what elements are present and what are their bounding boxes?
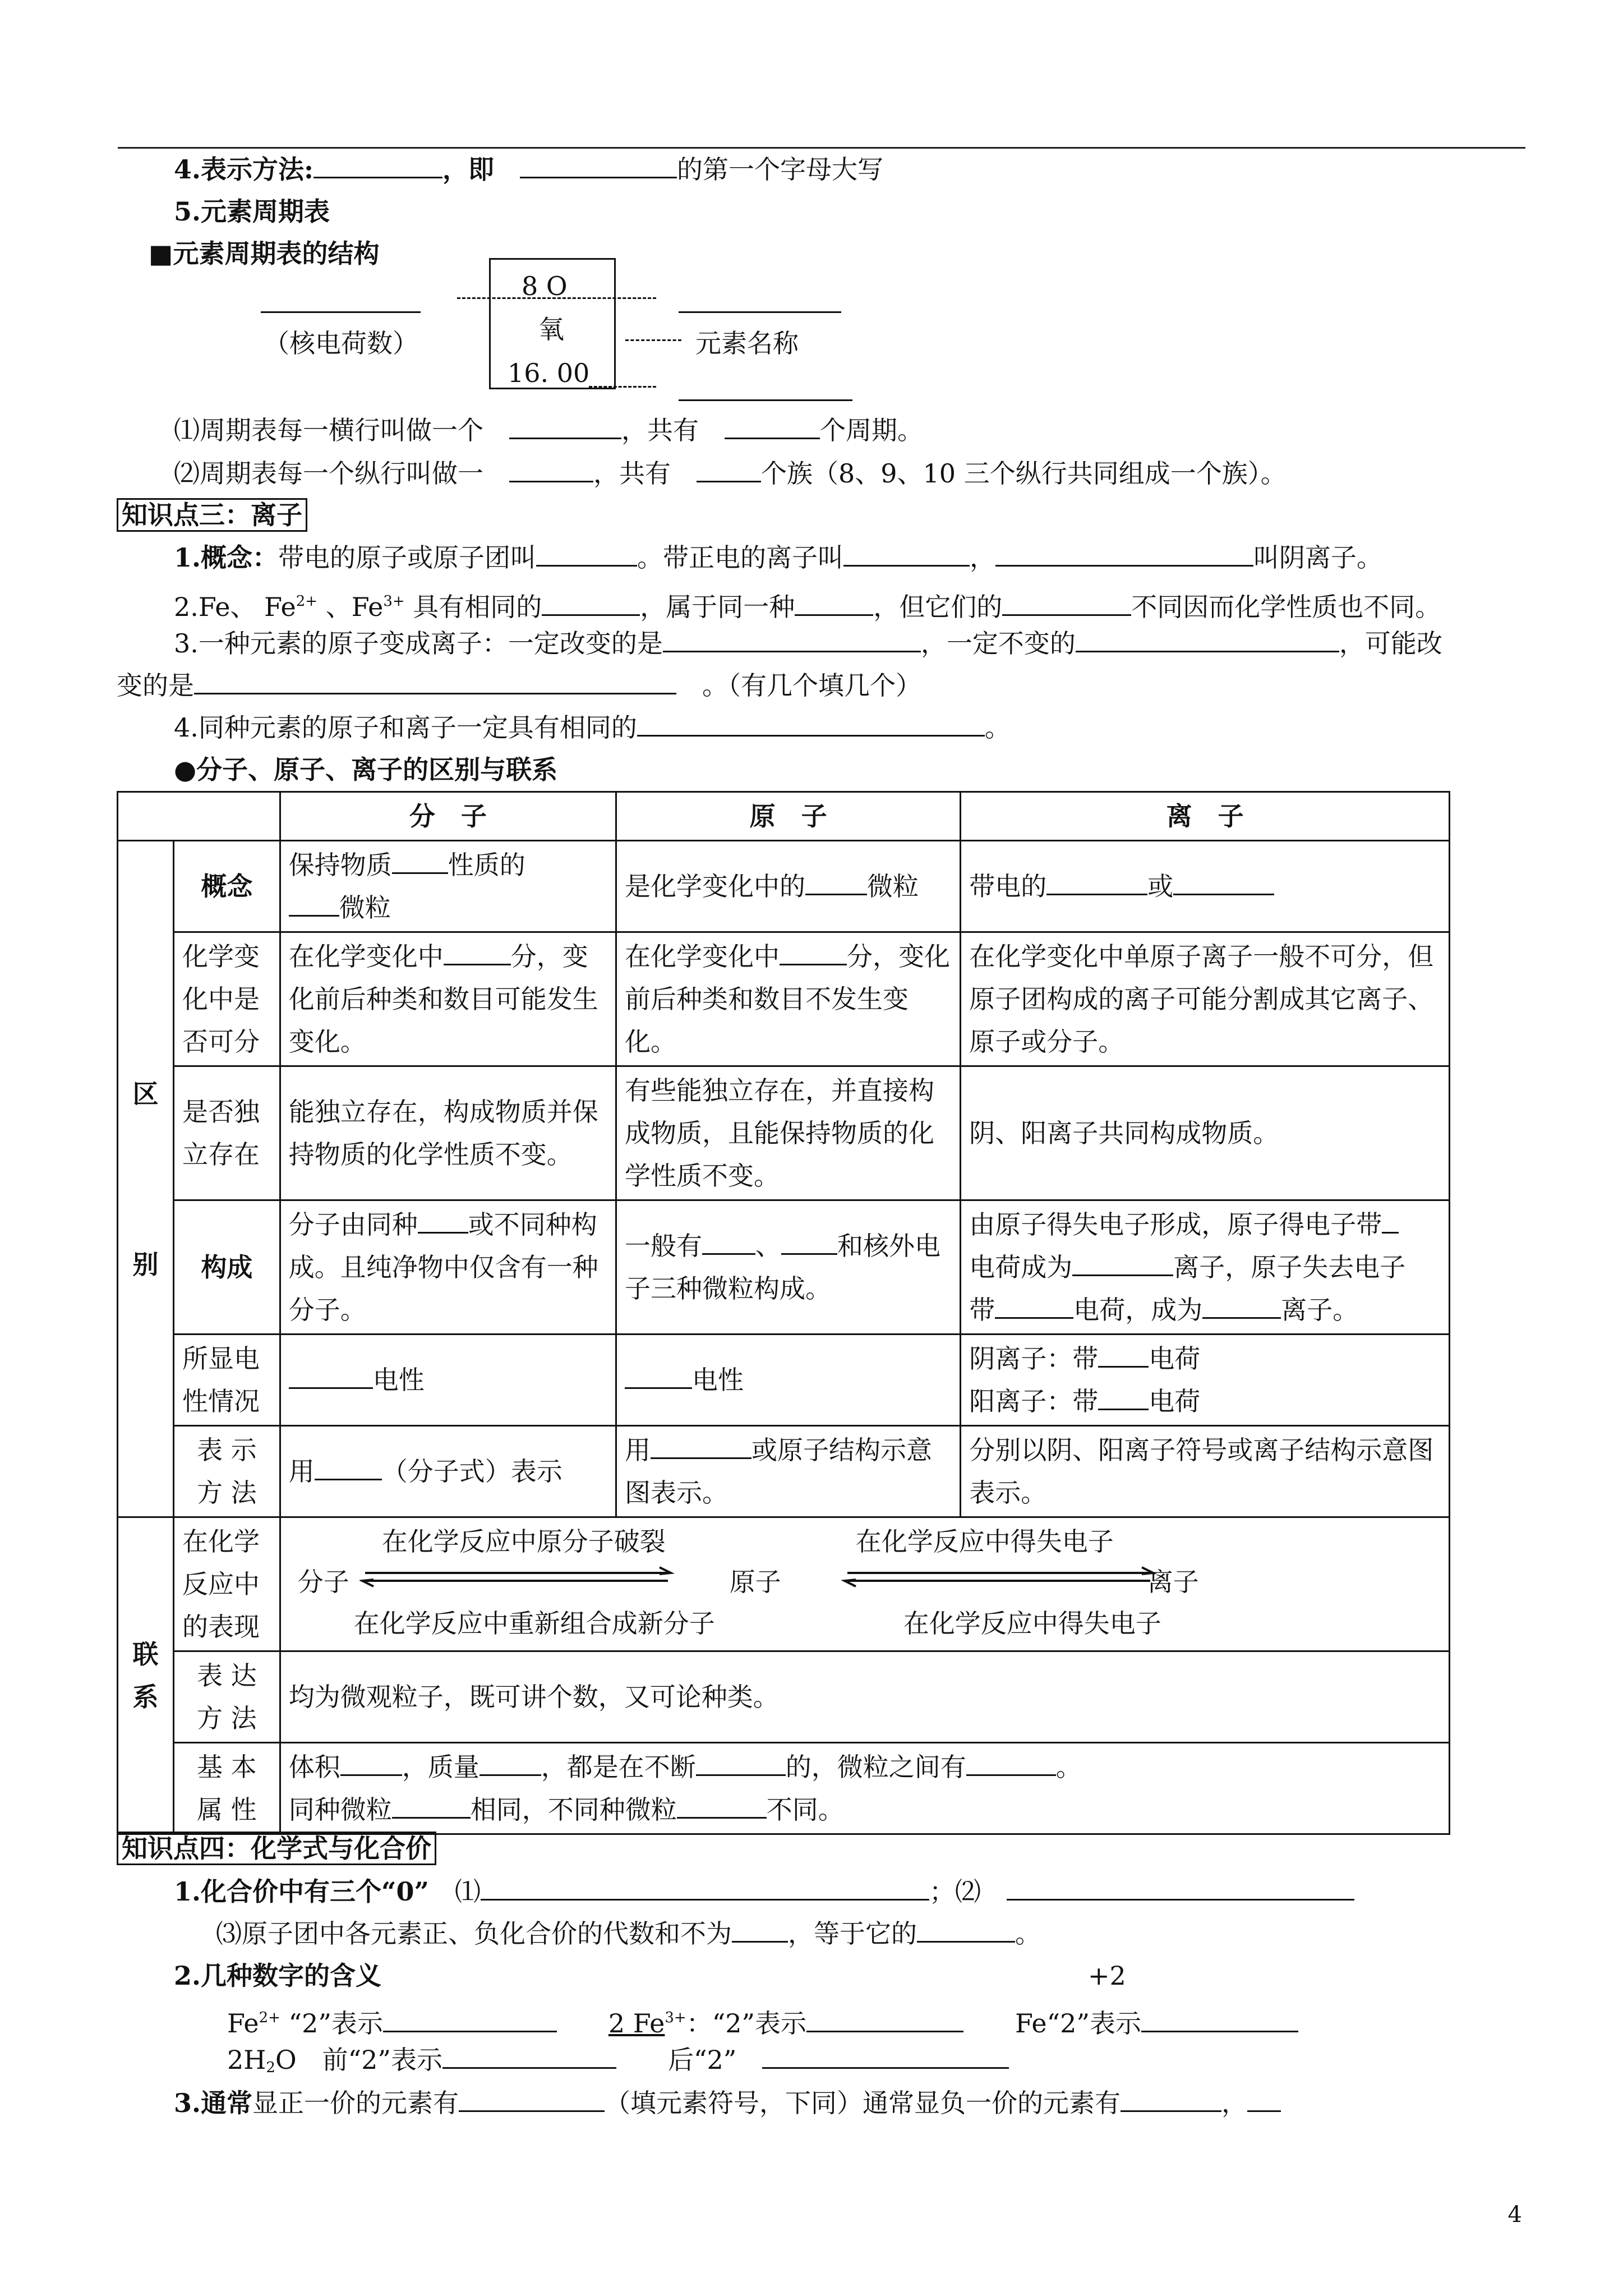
blank (459, 2086, 605, 2112)
text: ；⑵ (929, 1876, 981, 1907)
text: ，但它们的 (873, 592, 1003, 622)
page-number: 4 (1507, 2202, 1522, 2228)
text: 系 (132, 1682, 159, 1712)
blank (843, 540, 970, 567)
text: 电性 (372, 1365, 425, 1395)
line-period (174, 412, 923, 448)
superscript: 3+ (383, 593, 405, 610)
blank (481, 1874, 929, 1901)
cell (280, 1200, 616, 1335)
blank (725, 413, 820, 439)
table-corner (118, 792, 280, 841)
text: 和核外电子三种微粒构成。 (624, 1231, 940, 1304)
kp3-line6: ●分子、原子、离子的区别与联系 (174, 754, 558, 785)
kp4-line3: 2.几种数字的含义 (174, 1961, 382, 1991)
text: 。 (984, 712, 1011, 743)
blank (418, 1207, 468, 1234)
section-title: 知识点三：离子 (117, 498, 307, 532)
blank (1202, 1292, 1281, 1319)
kp4-line1 (174, 1874, 1354, 1910)
text: 或不同种构成。且纯净物中仅含有一种分子。 (288, 1209, 598, 1325)
blank (1072, 1250, 1173, 1276)
blank (509, 413, 621, 439)
text: Fe“2”表示 (1015, 2008, 1141, 2039)
text: 电荷 (1149, 1343, 1201, 1374)
kp3-line5 (174, 710, 1011, 746)
header-atom: 原 子 (616, 792, 960, 841)
blank (679, 399, 852, 401)
line-structure-title: ■元素周期表的结构 (149, 238, 380, 269)
cell (280, 1426, 616, 1517)
text: ⑴ (454, 1876, 481, 1907)
row-label: 概念 (173, 841, 280, 932)
label-atom: 原子 (729, 1567, 781, 1597)
header-ion: 离 子 (961, 792, 1450, 841)
superscript: 3+ (665, 2009, 686, 2026)
text: ，属于同一种 (640, 592, 795, 622)
cell (616, 1335, 960, 1426)
text: 带电的 (969, 871, 1047, 901)
blank (702, 1228, 755, 1255)
blank (995, 540, 1253, 567)
blank (1002, 590, 1131, 616)
blank (795, 590, 873, 616)
cell (616, 932, 960, 1066)
text: 1.化合价中有三个“0” (174, 1876, 429, 1907)
table-row (118, 1517, 1450, 1651)
blank (536, 540, 637, 567)
blank (781, 1228, 837, 1255)
blank (651, 1433, 751, 1459)
blank (289, 1363, 373, 1389)
kp4-line2 (216, 1916, 1041, 1952)
kp3-title (117, 497, 307, 533)
text: 个族（8、9、10 三个纵行共同组成一个族）。 (761, 458, 1287, 489)
reaction-arrows (359, 1564, 1173, 1592)
kp3-line4 (117, 668, 921, 703)
header-molecule: 分 子 (280, 792, 616, 841)
blank (805, 869, 867, 895)
label-molecule: 分子 (297, 1567, 349, 1597)
cell (280, 932, 616, 1066)
text: 性质的 (448, 850, 525, 880)
row-label: 基 本 属 性 (173, 1743, 280, 1834)
blank (696, 1750, 786, 1776)
row-label: 表 达 方 法 (173, 1651, 280, 1743)
cell (961, 1335, 1450, 1426)
text: 离子，原子失去电子 (1173, 1252, 1406, 1282)
text: O 前“2”表示 (275, 2045, 442, 2075)
group-label-link (118, 1517, 174, 1834)
subscript: 2 (266, 2059, 275, 2076)
blank (340, 1750, 402, 1776)
text: 在化学反应中原分子破裂 (381, 1526, 666, 1557)
text: 在化学反应中得失电子 (903, 1608, 1161, 1639)
text: 在化学变化中 (288, 941, 444, 972)
text: 。 (1015, 1918, 1041, 1949)
element-cell-mass: 16. 00 (508, 358, 590, 388)
table-row (118, 1335, 1450, 1426)
text: Fe (227, 2008, 259, 2039)
blank (392, 1792, 471, 1819)
text: 是化学变化中的 (624, 871, 805, 901)
text: 。 (1055, 1752, 1082, 1782)
row-label: 构成 (173, 1200, 280, 1335)
text: 阳离子：带 (969, 1386, 1099, 1416)
text: 、 (755, 1231, 781, 1261)
text: 的第一个字母大写 (677, 154, 884, 185)
text: 电荷，成为 (1073, 1295, 1203, 1325)
blank (289, 890, 339, 917)
blank (444, 939, 511, 965)
text: ，共有 (593, 458, 671, 489)
text: 电荷成为 (969, 1252, 1073, 1282)
kp4-line4 (227, 2000, 1298, 2041)
blank (625, 1363, 692, 1389)
text: ⑴周期表每一横行叫做一个 (174, 415, 483, 445)
text: 带 (969, 1295, 995, 1325)
blank (1098, 1341, 1149, 1368)
table-row (118, 1200, 1450, 1335)
text: 4.同种元素的原子和离子一定具有相同的 (174, 712, 637, 743)
cell (961, 1200, 1450, 1335)
text: ，都是在不断 (541, 1752, 696, 1782)
text: 分，变化前后种类和数目可能发生变化。 (288, 941, 598, 1057)
kp4-title (117, 1830, 436, 1866)
line-periodic-table: 5.元素周期表 (174, 196, 330, 227)
text: ，即 (442, 154, 495, 185)
text: 微粒 (339, 892, 391, 923)
cell: 有些能独立存在，并直接构成物质，且能保持物质的化学性质不变。 (616, 1066, 960, 1200)
row-label: 在化学反应中的表现 (173, 1517, 280, 1651)
text: 区 (132, 1078, 159, 1109)
blank (479, 1750, 541, 1776)
blank (995, 1292, 1073, 1319)
text: （分子式）表示 (381, 1456, 562, 1487)
blank (313, 152, 442, 178)
group-label-difference (118, 841, 174, 1517)
blank (194, 668, 676, 694)
blank (442, 2042, 616, 2069)
table-row (118, 841, 1450, 932)
text: 2.Fe、 Fe (174, 592, 296, 622)
cell (961, 841, 1450, 932)
blank (966, 1750, 1056, 1776)
cell (280, 1743, 1449, 1834)
text: 相同，不同种微粒 (470, 1795, 677, 1825)
text: “2”表示 (280, 2008, 383, 2039)
text: 保持物质 (288, 850, 392, 880)
blank (697, 456, 761, 482)
text: 具有相同的 (404, 592, 542, 622)
table-row (118, 932, 1450, 1066)
blank (762, 2042, 1009, 2069)
table-row (118, 1743, 1450, 1834)
text: ，可能改 (1339, 628, 1442, 659)
text: ⑶原子团中各元素正、负化合价的代数和不为 (216, 1918, 732, 1949)
text: 同种微粒 (288, 1795, 392, 1825)
text: 用 (288, 1456, 315, 1487)
text: 叫阴离子。 (1253, 542, 1383, 573)
text: 后“2” (667, 2045, 737, 2075)
cell (616, 1426, 960, 1517)
text: 在化学反应中得失电子 (855, 1526, 1114, 1557)
cell-dash-mid (625, 339, 681, 341)
text: 1.概念： (174, 542, 279, 573)
blank (732, 1916, 788, 1943)
blank (1141, 2006, 1298, 2032)
table-row (118, 1651, 1450, 1743)
cell (616, 841, 960, 932)
blank (677, 1792, 767, 1819)
reaction-diagram-cell (280, 1517, 1449, 1651)
text: （填元素符号，下同）通常显负一价的元素有 (605, 2088, 1121, 2118)
text: 个周期。 (820, 415, 923, 445)
line-representation (174, 151, 883, 187)
kp3-line3 (174, 625, 1442, 661)
blank (542, 590, 640, 616)
blank (261, 311, 421, 313)
text: 不同。 (766, 1795, 844, 1825)
cell-dash-bot (589, 386, 656, 388)
kp4-line6 (174, 2085, 1281, 2121)
text: 或 (1147, 871, 1174, 901)
label-ion: 离子 (1147, 1567, 1199, 1597)
text: 阴离子：带 (969, 1343, 1099, 1374)
text: 2 Fe (608, 2008, 665, 2039)
text: 离子。 (1281, 1295, 1359, 1325)
blank (1046, 869, 1147, 895)
blank (1173, 869, 1274, 895)
text: ，一定不变的 (920, 628, 1076, 659)
text: 2H (227, 2045, 266, 2075)
blank (1382, 1207, 1399, 1234)
superscript: 2+ (259, 2009, 280, 2026)
text: 变的是 (117, 670, 194, 701)
cell: 在化学变化中单原子离子一般不可分，但原子团构成的离子可能分割成其它离子、原子或分子。 (961, 932, 1450, 1066)
blank (1121, 2086, 1221, 2112)
text: 3.一种元素的原子变成离子：一定改变的是 (174, 628, 663, 659)
blank (637, 710, 985, 737)
blank (806, 2006, 963, 2032)
text: 。带正电的离子叫 (637, 542, 844, 573)
cell: 能独立存在，构成物质并保持物质的化学性质不变。 (280, 1066, 616, 1200)
text: 一般有 (624, 1231, 702, 1261)
text: 4.表示方法: (174, 154, 314, 185)
text: ，等于它的 (788, 1918, 917, 1949)
cell: 阴、阳离子共同构成物质。 (961, 1066, 1450, 1200)
text: 不同因而化学性质也不同。 (1131, 592, 1441, 622)
blank (679, 311, 841, 313)
row-label: 表 示 方 法 (173, 1426, 280, 1517)
kp4-plus2: +2 (1088, 1961, 1126, 1991)
row-label: 化学变化中是否可分 (173, 932, 280, 1066)
text: 由原子得失电子形成，原子得电子带 (969, 1209, 1382, 1240)
comparison-table (117, 791, 1450, 1835)
blank (509, 456, 593, 482)
text: 电荷 (1149, 1386, 1201, 1416)
text: 显正一价的元素有 (252, 2088, 459, 2118)
kp3-line1 (174, 540, 1382, 576)
text: 、Fe (317, 592, 384, 622)
text: ，质量 (402, 1752, 479, 1782)
row-label: 是否独立存在 (173, 1066, 280, 1200)
table-header-row (118, 792, 1450, 841)
text: 带电的原子或原子团叫 (278, 542, 537, 573)
element-cell-symbol: 8 O (522, 271, 568, 301)
table-row (118, 1426, 1450, 1517)
text: 微粒 (866, 871, 919, 901)
blank (383, 2006, 557, 2032)
cell (280, 1335, 616, 1426)
label-element-name: 元素名称 (695, 328, 799, 358)
line-group (174, 455, 1287, 491)
text: 分子由同种 (288, 1209, 418, 1240)
text: 。（有几个填几个） (702, 670, 921, 701)
kp4-line5 (227, 2042, 1009, 2086)
blank (780, 939, 847, 965)
text: 的，微粒之间有 (785, 1752, 966, 1782)
text: 分，变化前后种类和数目不发生变化。 (624, 941, 950, 1057)
kp3-line2 (174, 583, 1441, 625)
cell (616, 1200, 960, 1335)
blank (1076, 626, 1339, 652)
blank (520, 152, 677, 178)
text: 体积 (288, 1752, 340, 1782)
blank (315, 1454, 382, 1480)
blank (663, 626, 921, 652)
section-title: 知识点四：化学式与化合价 (117, 1832, 436, 1865)
table-row (118, 1066, 1450, 1200)
text: ：“2”表示 (686, 2008, 807, 2039)
text: 或原子结构示意图表示。 (624, 1435, 932, 1508)
blank (392, 848, 448, 874)
blank (1098, 1384, 1149, 1410)
label-nuclear-charge: （核电荷数） (264, 328, 418, 358)
blank (917, 1916, 1015, 1943)
text: 用 (624, 1435, 651, 1465)
blank (1007, 1874, 1354, 1901)
cell-dash-top (457, 297, 656, 299)
top-rule (118, 147, 1525, 149)
text: 在化学反应中重新组合成新分子 (353, 1608, 715, 1639)
text: ， (970, 542, 996, 573)
text: ⑵周期表每一个纵行叫做一 (174, 458, 483, 489)
cell (280, 841, 616, 932)
text: ，共有 (621, 415, 699, 445)
cell: 均为微观粒子，既可讲个数，又可论种类。 (280, 1651, 1449, 1743)
cell: 分别以阴、阳离子符号或离子结构示意图表示。 (961, 1426, 1450, 1517)
text: 3.通常 (174, 2088, 253, 2118)
text: ， (1221, 2088, 1248, 2118)
superscript: 2+ (296, 593, 318, 610)
text: 在化学变化中 (624, 941, 780, 972)
text: 电性 (691, 1365, 744, 1395)
element-cell-name: 氧 (538, 314, 564, 344)
text: 别 (132, 1249, 159, 1280)
blank (1247, 2086, 1281, 2112)
text: 联 (132, 1639, 159, 1669)
row-label: 所显电性情况 (173, 1335, 280, 1426)
